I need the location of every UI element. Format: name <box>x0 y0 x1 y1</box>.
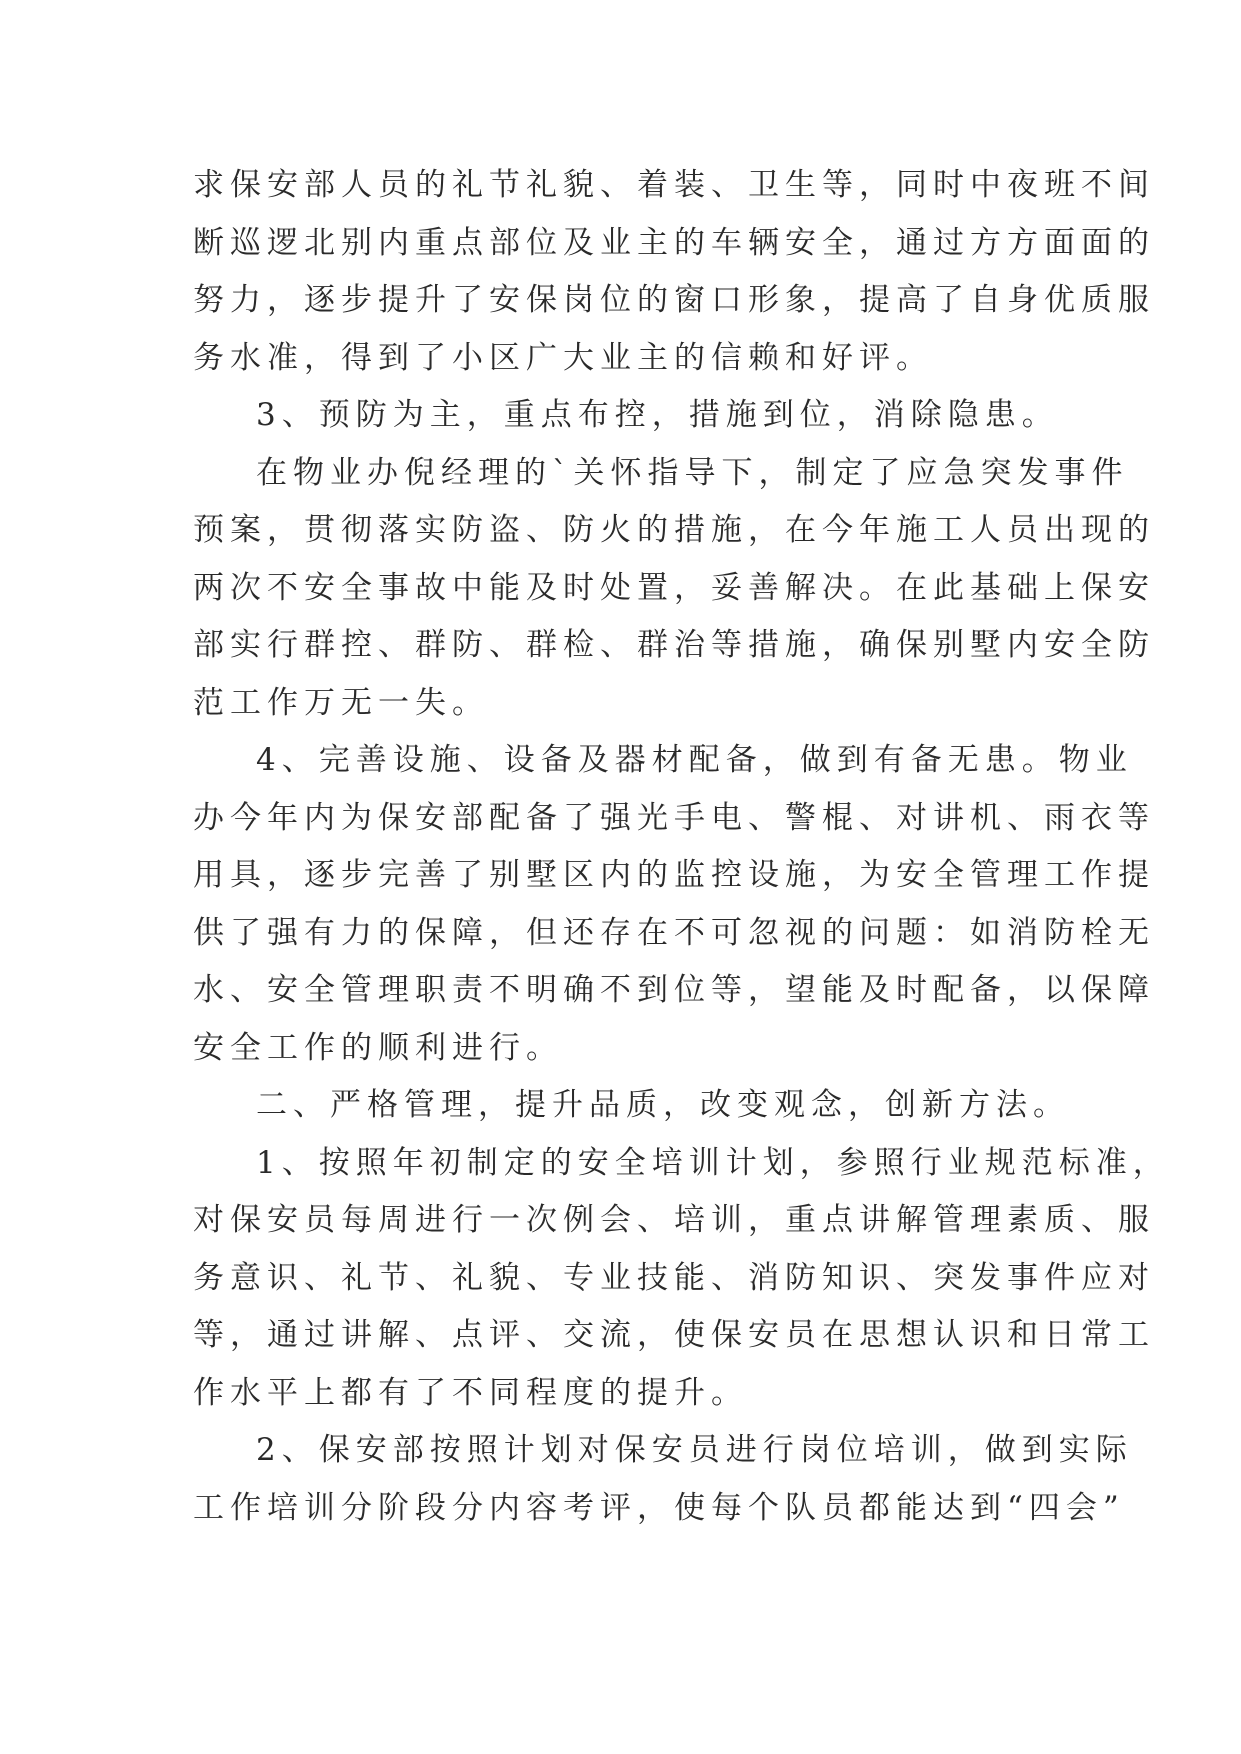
text-line: 部实行群控、群防、群检、群治等措施，确保别墅内安全防 <box>193 627 1155 663</box>
text-line: 努力，逐步提升了安保岗位的窗口形象，提高了自身优质服 <box>193 282 1155 318</box>
text-line: 务水准，得到了小区广大业主的信赖和好评。 <box>193 339 933 376</box>
document-body <box>193 157 1170 1537</box>
text-line: 作水平上都有了不同程度的提升。 <box>193 1374 748 1411</box>
text-line: 工作培训分阶段分内容考评，使每个队员都能达到“四会” <box>193 1489 1125 1526</box>
text-line: 务意识、礼节、礼貌、专业技能、消防知识、突发事件应对 <box>193 1259 1155 1296</box>
text-line: 对保安员每周进行一次例会、培训，重点讲解管理素质、服 <box>193 1202 1155 1238</box>
text-line: 4、完善设施、设备及器材配备，做到有备无患。物业 <box>256 742 1133 778</box>
text-line: 用具，逐步完善了别墅区内的监控设施，为安全管理工作提 <box>193 857 1155 893</box>
text-line: 二、严格管理，提升品质，改变观念，创新方法。 <box>256 1087 1070 1123</box>
text-line: 办今年内为保安部配备了强光手电、警棍、对讲机、雨衣等 <box>193 799 1155 836</box>
text-line: 供了强有力的保障，但还存在不可忽视的问题：如消防栓无 <box>193 914 1155 951</box>
text-line: 求保安部人员的礼节礼貌、着装、卫生等，同时中夜班不间 <box>193 167 1155 203</box>
text-line: 等，通过讲解、点评、交流，使保安员在思想认识和日常工 <box>193 1317 1155 1353</box>
text-line: 2、保安部按照计划对保安员进行岗位培训，做到实际 <box>256 1432 1133 1468</box>
text-line: 范工作万无一失。 <box>193 684 489 721</box>
text-line: 预案，贯彻落实防盗、防火的措施，在今年施工人员出现的 <box>193 512 1155 548</box>
text-line: 安全工作的顺利进行。 <box>193 1029 563 1066</box>
text-line: 两次不安全事故中能及时处置，妥善解决。在此基础上保安 <box>193 569 1155 606</box>
text-line: 1、按照年初制定的安全培训计划，参照行业规范标准， <box>256 1144 1170 1181</box>
text-line: 在物业办倪经理的`关怀指导下，制定了应急突发事件 <box>256 454 1129 491</box>
text-line: 断巡逻北别内重点部位及业主的车辆安全，通过方方面面的 <box>193 224 1155 261</box>
text-line: 水、安全管理职责不明确不到位等，望能及时配备，以保障 <box>193 972 1155 1008</box>
text-line: 3、预防为主，重点布控，措施到位，消除隐患。 <box>256 397 1059 433</box>
